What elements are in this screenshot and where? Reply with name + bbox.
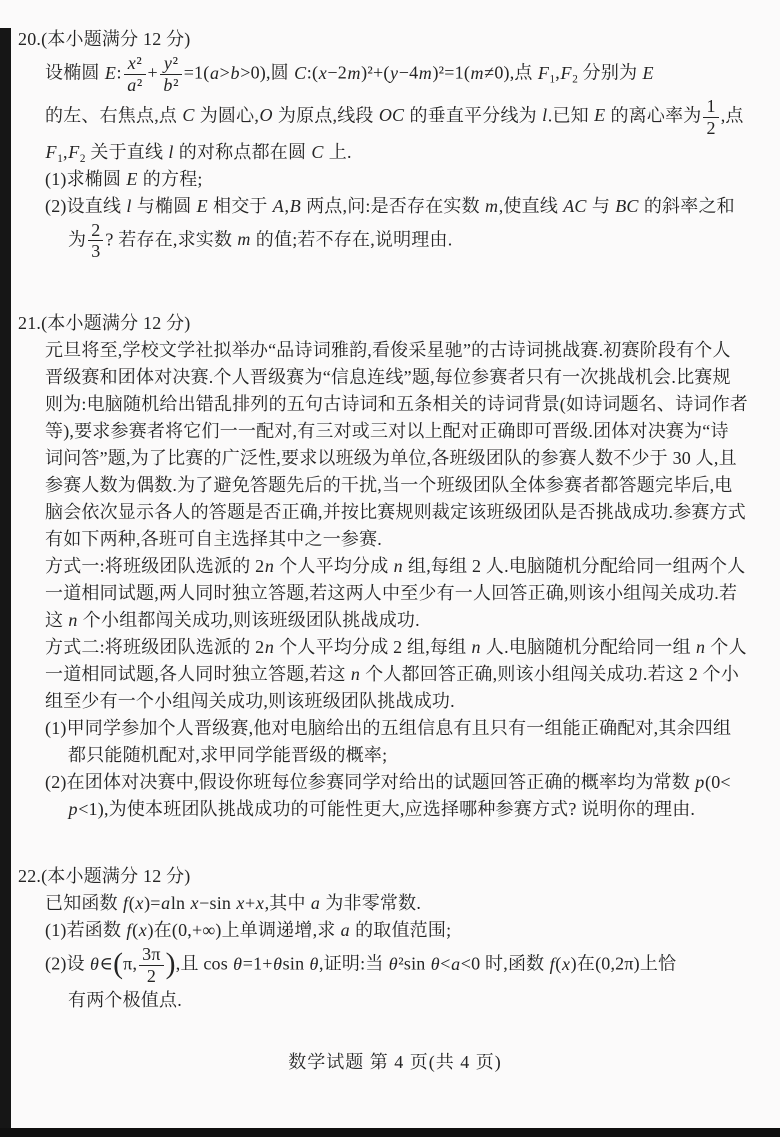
problem-line: (1)若函数 f(x)在(0,+∞)上单调递增,求 a 的取值范围;	[45, 920, 452, 941]
problem-line: 参赛人数为偶数.为了避免答题先后的干扰,当一个班级团队全体参赛者都答题完毕后,电	[45, 475, 733, 496]
problem-line: 脑会依次显示各人的答题是否正确,并按比赛规则裁定该班级团队是否挑战成功.参赛方式	[45, 502, 746, 523]
problem-line: 都只能随机配对,求甲同学能晋级的概率;	[68, 745, 388, 766]
fraction: $\frac{\text{x²}}{\text{a²}}$	[124, 54, 146, 95]
fraction: $\frac{2}{3}$	[88, 221, 103, 262]
problem-header: 21.(本小题满分 12 分)	[18, 313, 191, 334]
problem-line: 这 n 个小组都闯关成功,则该班级团队挑战成功.	[45, 610, 420, 631]
problem-line: (2)设直线 l 与椭圆 E 相交于 A,B 两点,问:是否存在实数 m,使直线 AC 与 BC 的斜率之和	[45, 195, 735, 216]
big-paren: (	[113, 948, 124, 981]
fraction: $\frac{\text{y²}}{\text{b²}}$	[160, 54, 182, 95]
problem-line: 方式二:将班级团队选派的 2n 个人平均分成 2 组,每组 n 人.电脑随机分配给同一组 n 个人	[45, 637, 747, 658]
problem-line: (2)设 θ∈(π, $\frac{3\pi}{2}$ ),且 cos θ=1+θsin θ,证明:当 θ²sin θ<a<0 时,函数 f(x)在(0,2π)上恰	[45, 944, 677, 987]
problem-20	[18, 26, 772, 262]
problem-line: 设椭圆 E: $\frac{\text{x²}}{\text{a²}}$ + $\frac{\text{y²}}{\text{b²}}$ =1(a>b>0),圆 C:(x−2m)²+(y−4m)²=1(m≠0),点 $F_1,F_2$ 分别为 E	[45, 53, 654, 95]
fraction: $\frac{1}{2}$	[703, 97, 718, 138]
problem-line: (1)甲同学参加个人晋级赛,他对电脑给出的五组信息有且只有一组能正确配对,其余四组	[45, 718, 732, 739]
problem-line: 一道相同试题,两人同时独立答题,若这两人中至少有一人回答正确,则该小组闯关成功.若	[45, 583, 738, 604]
problem-line: 等),要求参赛者将它们一一配对,有三对或三对以上配对正确即可晋级.团体对决赛为“诗	[45, 421, 729, 442]
problem-line: (1)求椭圆 E 的方程;	[45, 168, 203, 189]
problem-line: 已知函数 f(x)=aln x−sin x+x,其中 a 为非零常数.	[45, 893, 422, 914]
problem-line: $F_1,F_2$ 关于直线 l 的对称点都在圆 C 上.	[45, 141, 352, 165]
problem-21	[18, 310, 772, 823]
problem-header: 20.(本小题满分 12 分)	[18, 29, 191, 49]
problem-line: 的左、右焦点,点 C 为圆心,O 为原点,线段 OC 的垂直平分线为 l.已知 E 的离心率为 $\frac{1}{2}$ ,点	[45, 95, 744, 138]
problem-line: 元旦将至,学校文学社拟举办“品诗词雅韵,看俊采星驰”的古诗词挑战赛.初赛阶段有个人	[45, 340, 731, 361]
problem-line: 为 $\frac{2}{3}$ ? 若存在,求实数 m 的值;若不存在,说明理由.	[68, 219, 453, 262]
problem-22	[18, 863, 772, 1014]
problem-line: 一道相同试题,各人同时独立答题,若这 n 个人都回答正确,则该小组闯关成功.若这 2 个小	[45, 664, 740, 685]
problem-line: 则为:电脑随机给出错乱排列的五句古诗词和五条相关的诗词背景(如诗词题名、诗词作者	[45, 394, 748, 415]
scan-bottom-edge	[0, 1128, 780, 1137]
problems-container	[18, 26, 772, 1014]
problem-line: p<1),为使本班团队挑战成功的可能性更大,应选择哪种参赛方式? 说明你的理由.	[68, 799, 696, 820]
problem-header: 22.(本小题满分 12 分)	[18, 866, 191, 887]
problem-line: 晋级赛和团体对决赛.个人晋级赛为“信息连线”题,每位参赛者只有一次挑战机会.比赛规	[45, 367, 731, 388]
big-paren: )	[165, 948, 176, 981]
problem-line: 组至少有一个小组闯关成功,则该班级团队挑战成功.	[45, 691, 455, 712]
problem-line: (2)在团体对决赛中,假设你班每位参赛同学对给出的试题回答正确的概率均为常数 p(0<	[45, 772, 731, 793]
fraction: $\frac{3\pi}{2}$	[139, 945, 164, 986]
page-footer: 数学试题 第 4 页(共 4 页)	[288, 1052, 502, 1073]
problem-line: 有如下两种,各班可自主选择其中之一参赛.	[45, 529, 382, 550]
problem-line: 方式一:将班级团队选派的 2n 个人平均分成 n 组,每组 2 人.电脑随机分配给同一组两个人	[45, 556, 746, 577]
problem-line: 词问答”题,为了比赛的广泛性,要求以班级为单位,各班级团队的参赛人数不少于 30 人,且	[45, 448, 737, 469]
problem-line: 有两个极值点.	[68, 990, 182, 1011]
